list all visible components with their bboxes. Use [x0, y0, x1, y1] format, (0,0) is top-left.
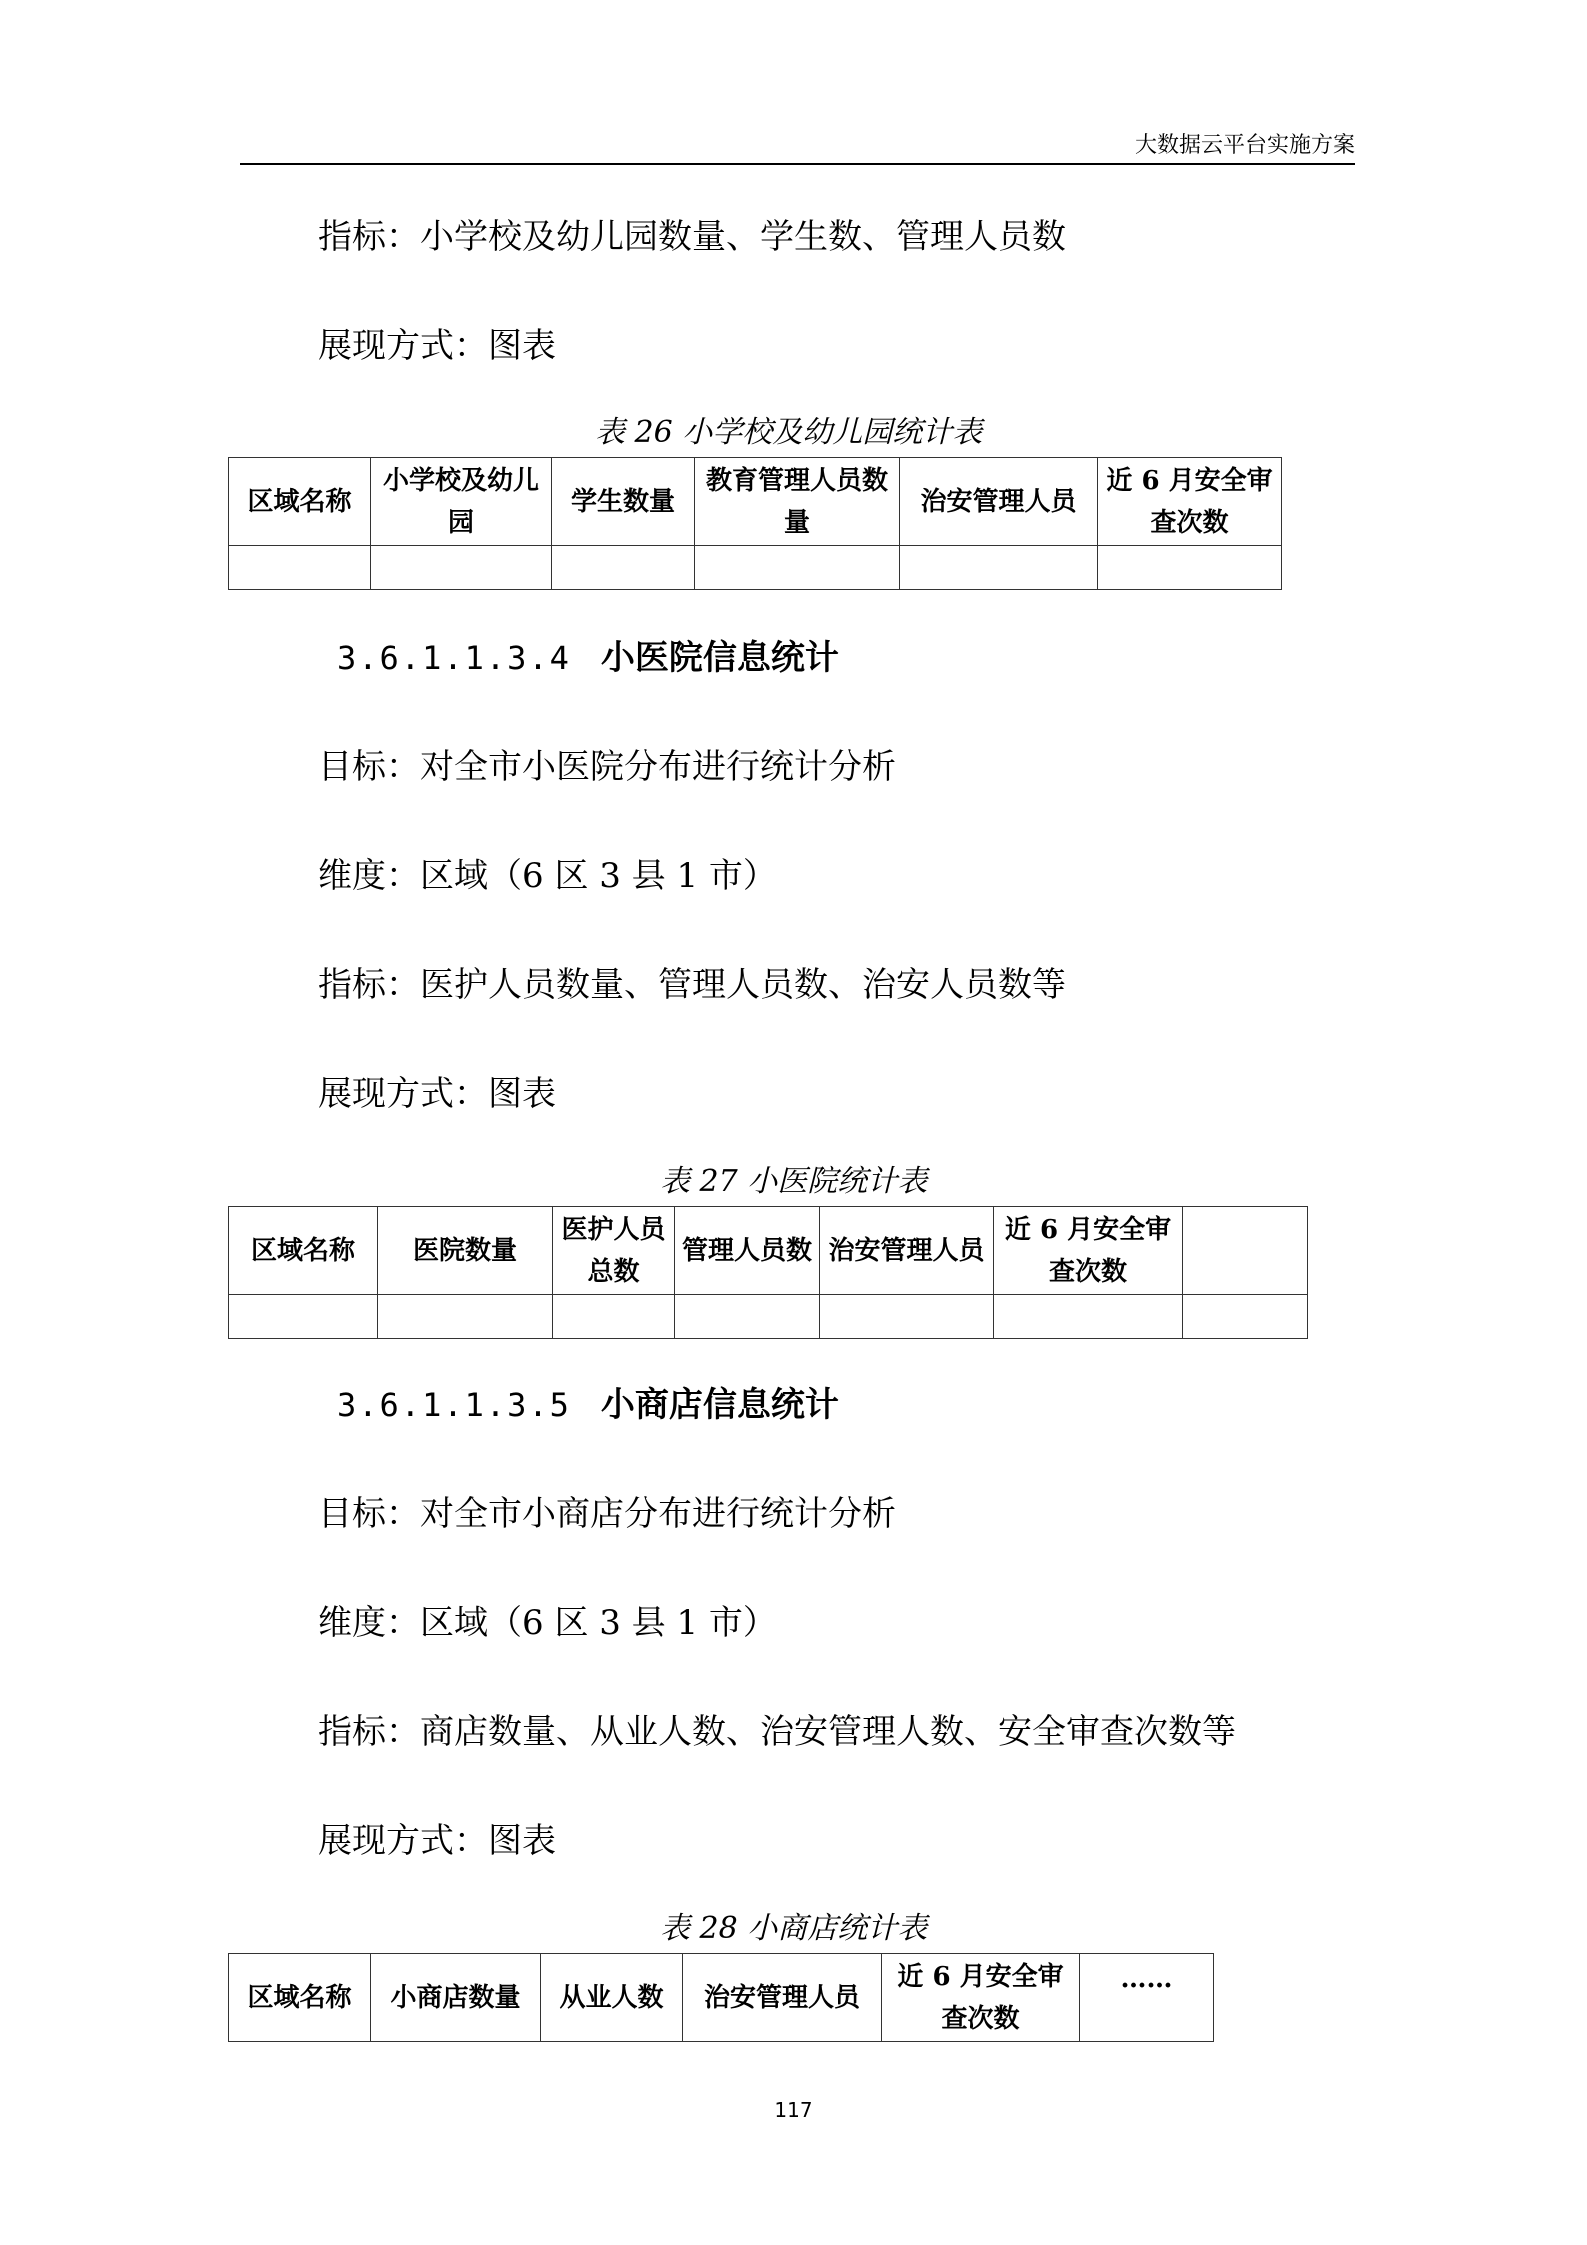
table-cell — [900, 546, 1098, 590]
table-header-cell: 医院数量 — [378, 1207, 553, 1295]
table-header-cell: 近 6 月安全审查次数 — [994, 1207, 1183, 1295]
table-header-cell: …… — [1080, 1954, 1214, 2042]
table-cell — [229, 546, 371, 590]
section-heading-shop — [337, 1385, 839, 1425]
school-statistics-table — [228, 457, 1282, 590]
table-header-cell: 治安管理人员 — [820, 1207, 994, 1295]
table-header-cell: 管理人员数 — [675, 1207, 820, 1295]
table-header-cell: 区域名称 — [229, 1207, 378, 1295]
table-header-cell: 治安管理人员 — [900, 458, 1098, 546]
display-mode-text: 展现方式：图表 — [318, 326, 556, 366]
table-row — [229, 546, 1282, 590]
hospital-statistics-table — [228, 1206, 1308, 1339]
table-header-row — [229, 1207, 1308, 1295]
table-cell — [1098, 546, 1282, 590]
goal-text: 目标：对全市小商店分布进行统计分析 — [318, 1494, 896, 1534]
table-header-cell: 从业人数 — [541, 1954, 683, 2042]
table-caption: 表 28 小商店统计表 — [660, 1911, 928, 1946]
dimension-text: 维度：区域（6 区 3 县 1 市） — [318, 856, 777, 896]
table-cell — [994, 1295, 1183, 1339]
table-row — [229, 1295, 1308, 1339]
indicator-text: 指标：商店数量、从业人数、治安管理人数、安全审查次数等 — [318, 1712, 1236, 1752]
table-header-cell: 小学校及幼儿园 — [371, 458, 552, 546]
table-cell — [229, 1295, 378, 1339]
table-header-cell: 学生数量 — [552, 458, 695, 546]
table-caption: 表 26 小学校及幼儿园统计表 — [595, 415, 983, 450]
table-header-cell: 近 6 月安全审查次数 — [1098, 458, 1282, 546]
table-header-cell: 医护人员总数 — [553, 1207, 675, 1295]
table-cell — [1183, 1295, 1308, 1339]
running-header: 大数据云平台实施方案 — [1134, 133, 1355, 158]
table-cell — [675, 1295, 820, 1339]
section-title: 小商店信息统计 — [600, 1385, 839, 1425]
section-title: 小医院信息统计 — [600, 638, 839, 678]
header-divider — [240, 163, 1355, 165]
shop-statistics-table — [228, 1953, 1214, 2042]
section-number: 3.6.1.1.3.4 — [337, 639, 571, 677]
table-header-row — [229, 458, 1282, 546]
page-number: 117 — [774, 2098, 813, 2122]
table-cell — [695, 546, 900, 590]
display-mode-text: 展现方式：图表 — [318, 1821, 556, 1861]
table-cell — [553, 1295, 675, 1339]
table-header-cell: 区域名称 — [229, 1954, 371, 2042]
table-cell — [378, 1295, 553, 1339]
indicator-text: 指标：小学校及幼儿园数量、学生数、管理人员数 — [318, 217, 1066, 257]
section-heading-hospital — [337, 638, 839, 678]
table-caption: 表 27 小医院统计表 — [660, 1164, 928, 1199]
indicator-text: 指标：医护人员数量、管理人员数、治安人员数等 — [318, 965, 1066, 1005]
table-header-cell: 小商店数量 — [371, 1954, 541, 2042]
table-header-cell — [1183, 1207, 1308, 1295]
display-mode-text: 展现方式：图表 — [318, 1074, 556, 1114]
table-header-cell: 近 6 月安全审查次数 — [882, 1954, 1080, 2042]
table-cell — [552, 546, 695, 590]
table-header-row — [229, 1954, 1214, 2042]
table-header-cell: 区域名称 — [229, 458, 371, 546]
table-header-cell: 治安管理人员 — [683, 1954, 882, 2042]
section-number: 3.6.1.1.3.5 — [337, 1386, 571, 1424]
table-cell — [371, 546, 552, 590]
dimension-text: 维度：区域（6 区 3 县 1 市） — [318, 1603, 777, 1643]
goal-text: 目标：对全市小医院分布进行统计分析 — [318, 747, 896, 787]
table-header-cell: 教育管理人员数量 — [695, 458, 900, 546]
table-cell — [820, 1295, 994, 1339]
